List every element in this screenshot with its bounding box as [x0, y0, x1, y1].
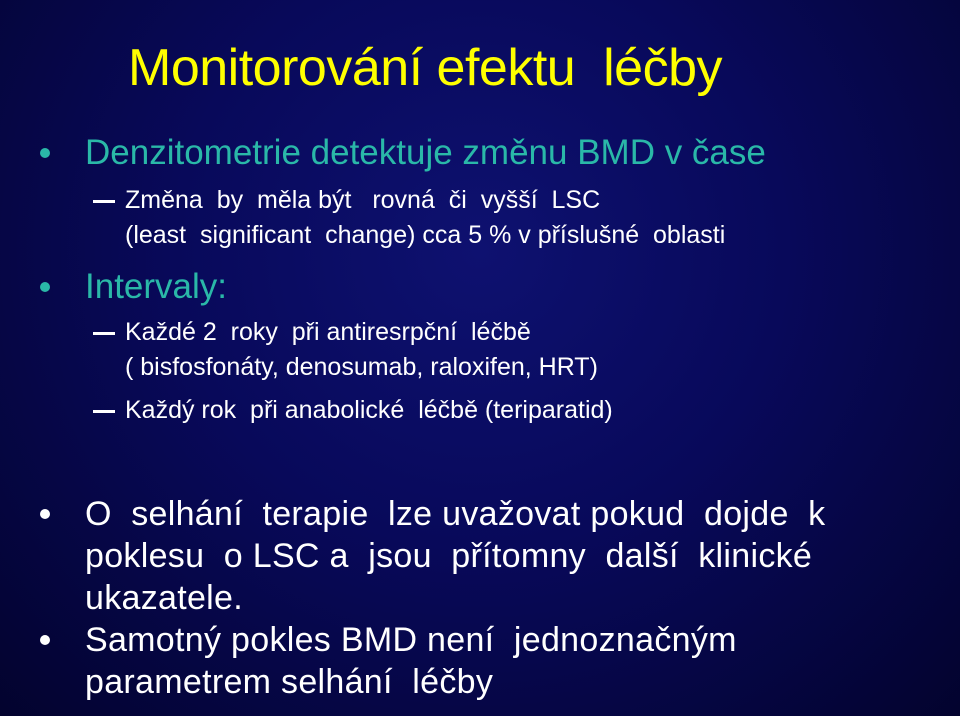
- subitem-line: Změna by měla být rovná či vyšší LSC: [125, 186, 601, 214]
- subitem-change: [93, 183, 726, 273]
- subitem-line: Každé 2 roky při antiresrpční léčbě: [125, 318, 531, 346]
- subitem-line: ( bisfosfonáty, denosumab, raloxifen, HRT): [125, 353, 598, 381]
- bullet-dot-icon: [40, 635, 50, 645]
- bullet-line: ukazatele.: [85, 579, 243, 617]
- bullet-line: parametrem selhání léčby: [85, 663, 494, 701]
- subitem-every-2-years: [93, 315, 598, 405]
- bullet-dot-icon: [40, 282, 50, 292]
- dash-icon: [93, 200, 115, 203]
- subitem-line: (least significant change) cca 5 % v příslušné oblasti: [125, 221, 726, 249]
- bullet-line: poklesu o LSC a jsou přítomny další klinické: [85, 537, 813, 575]
- bullet-line: Samotný pokles BMD není jednoznačným: [85, 621, 737, 659]
- bullet-line: O selhání terapie lze uvažovat pokud dojde k: [85, 495, 826, 533]
- bullet-intervals: [40, 266, 227, 338]
- bullet-text: Denzitometrie detektuje změnu BMD v čase: [85, 133, 766, 172]
- slide-title: Monitorování efektu léčby: [128, 39, 722, 97]
- dash-icon: [93, 410, 115, 413]
- bullet-dot-icon: [40, 509, 50, 519]
- bullet-therapy-failure: [40, 493, 826, 617]
- dash-icon: [93, 332, 115, 335]
- bullet-bmd-decline: [40, 619, 737, 709]
- bullet-text: Intervaly:: [85, 267, 227, 306]
- bullet-dot-icon: [40, 148, 50, 158]
- subitem-line: Každý rok při anabolické léčbě (teriparatid): [125, 396, 613, 424]
- subitem-every-year: [93, 393, 613, 465]
